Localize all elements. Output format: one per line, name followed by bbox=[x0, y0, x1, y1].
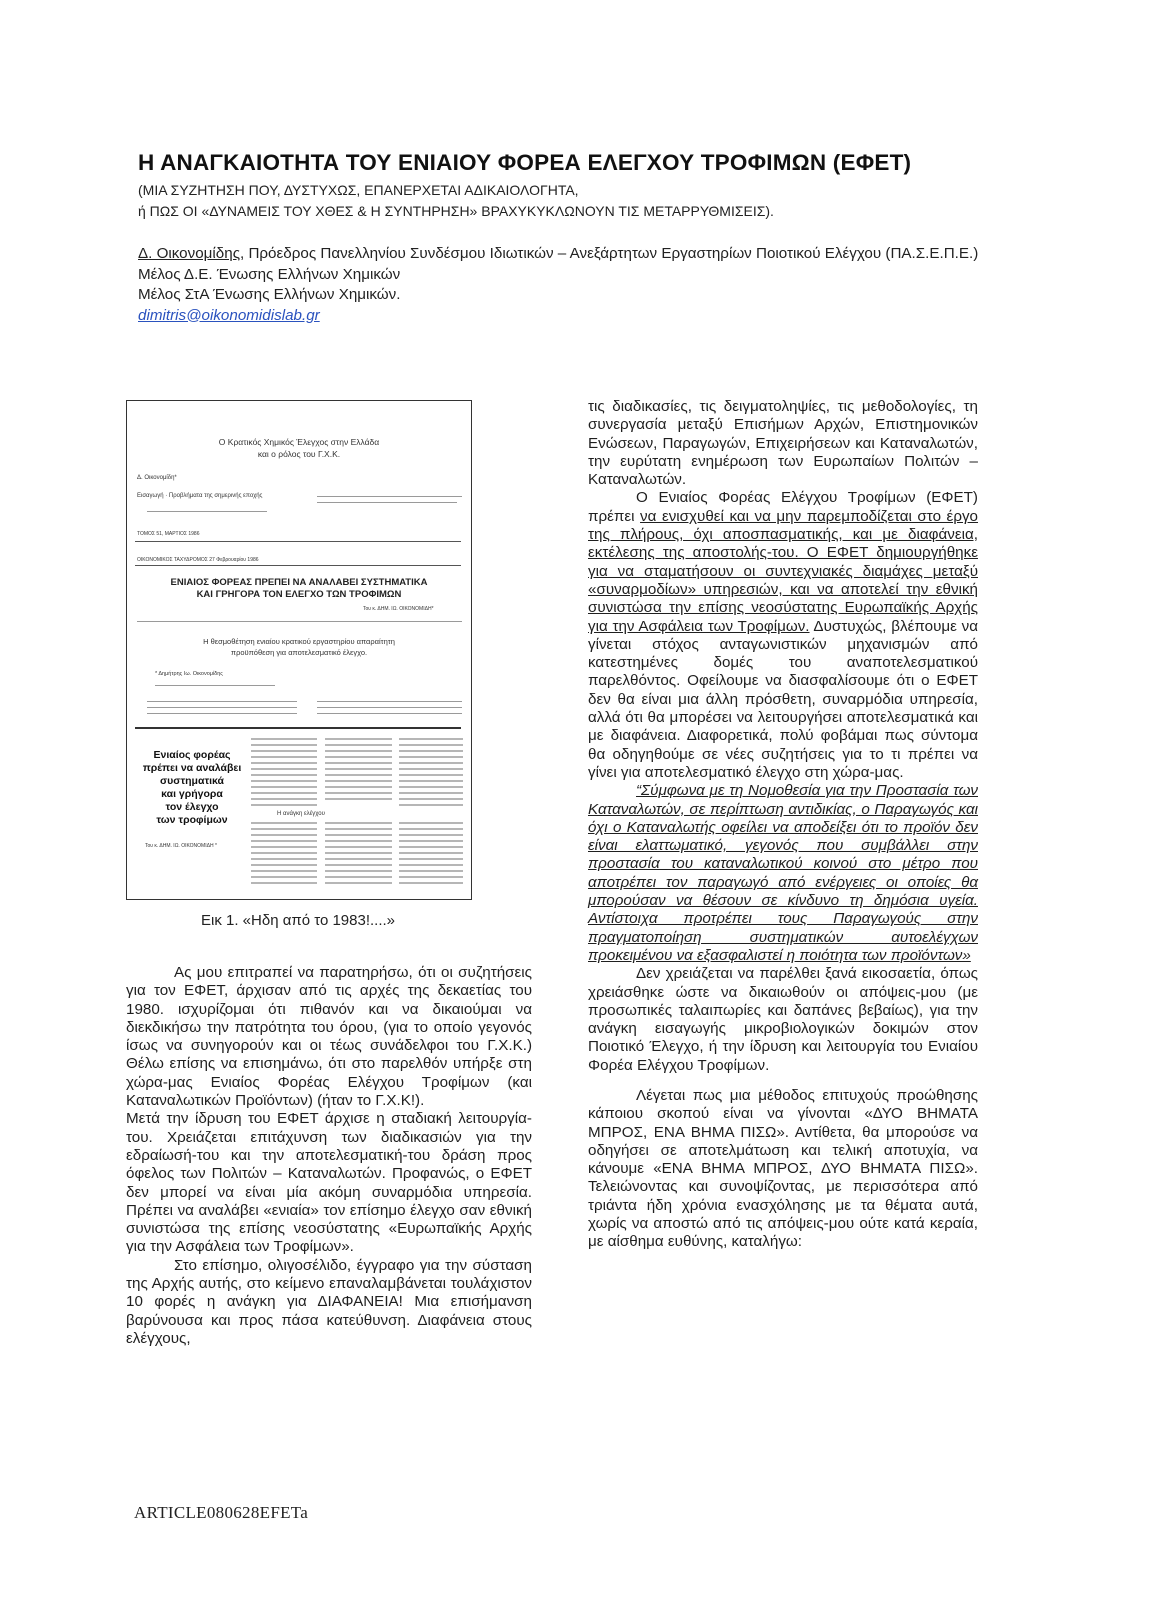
fig-intro: Εισαγωγή · Προβλήματα της σημερινής εποχής bbox=[137, 493, 263, 499]
fig-box-line-1: Ενιαίος φορέας bbox=[153, 749, 231, 761]
right-paragraph-2-lead: Ο Ενιαίος Φορέας Ελέγχου Τροφίμων (ΕΦΕΤ) πρέπει bbox=[588, 489, 978, 525]
author-name: Δ. Οικονομίδης bbox=[138, 245, 241, 262]
right-paragraph-5: Λέγεται πως μια μέθοδος επιτυχούς προώθησης κάποιου σκοπού είναι να γίνονται «ΔΥΟ ΒΗΜΑΤΑ ΜΠΡΟΣ, ΕΝΑ ΒΗΜΑ ΠΙΣΩ». Αντίθετα, θα μπορούσε να οδηγήσει σε αποτελμάτωση και τελική αποτυχία, να κάνουμε «ΕΝΑ ΒΗΜΑ ΜΠΡΟΣ, ΔΥΟ ΒΗΜΑΤΑ ΠΙΣΩ». Τελειώνοντας και συνοψίζοντας, με περισσότερα από τριάντα ήδη χρόνια ενασχόλησης με τα θέματα αυτά, χωρίς να αποστώ από τις απόψεις-μου ούτε κατά κεραία, με αίσθημα ευθύνης, καταλήγω: bbox=[588, 1086, 978, 1251]
fig-rule bbox=[135, 727, 461, 729]
article-subtitle bbox=[138, 180, 1038, 222]
figure-press-clipping bbox=[126, 400, 472, 900]
fig-text-line bbox=[317, 713, 462, 714]
subtitle-line-2: ή ΠΩΣ ΟΙ «ΔΥΝΑΜΕΙΣ ΤΟΥ ΧΘΕΣ & Η ΣΥΝΤΗΡΗΣΗ» ΒΡΑΧΥΚΥΚΛΩΝΟΥΝ ΤΙΣ ΜΕΤΑΡΡΥΘΜΙΣΕΙΣ). bbox=[138, 203, 774, 219]
fig-byline: Δ. Οικονομίδη* bbox=[137, 475, 177, 481]
left-paragraph-1: Ας μου επιτραπεί να παρατηρήσω, ότι οι συζητήσεις για τον ΕΦΕΤ, άρχισαν από τις αρχές της δεκαετίας του 1980. ισχυρίζομαι ότι πιθανόν και να δικαιούμαι να διεκδικήσω την πατρότητα του όρου, (για το οποίο γεγονός ίσως να συνηγορούν και οι τέως συνάδελφοι του Γ.Χ.Κ.) Θέλω επίσης να επισημάνω, ότι στο παρελθόν υπήρξε στη χώρα-μας Ενιαίος Φορέας Ελέγχου Τροφίμων (και Καταναλωτικών Προϊόντων) (ήταν το Γ.Χ.Κ!). bbox=[126, 964, 532, 1110]
fig-text-line bbox=[147, 511, 267, 512]
fig-head-1: Ο Κρατικός Χημικός Έλεγχος στην Ελλάδα bbox=[218, 437, 380, 447]
author-line-2: Μέλος Δ.Ε. Ένωσης Ελλήνων Χημικών bbox=[138, 265, 401, 283]
author-role: , Πρόεδρος Πανελληνίου Συνδέσμου Ιδιωτικών – Ανεξάρτητων Εργαστηρίων Ποιοτικού Ελέγχου (ΠΑ.Σ.Ε.Π.Ε.) bbox=[240, 245, 979, 262]
fig-rule bbox=[135, 565, 461, 566]
fig-box-line-2: πρέπει να αναλάβει bbox=[142, 762, 242, 774]
fig-sig: * Δημήτρης Ιω. Οικονομίδης bbox=[155, 671, 223, 677]
author-line-3: Μέλος ΣτΑ Ένωσης Ελλήνων Χημικών. bbox=[138, 286, 401, 303]
author-line-1 bbox=[138, 244, 1018, 265]
fig-text-line bbox=[317, 502, 457, 503]
subtitle-line-1: (ΜΙΑ ΣΥΖΗΤΗΣΗ ΠΟΥ, ΔΥΣΤΥΧΩΣ, ΕΠΑΝΕΡΧΕΤΑΙ ΑΔΙΚΑΙΟΛΟΓΗΤΑ, bbox=[138, 182, 579, 198]
fig-issue: ΤΟΜΟΣ 51, ΜΑΡΤΙΟΣ 1986 bbox=[137, 531, 200, 537]
fig-text-line bbox=[147, 713, 297, 714]
fig-text-line bbox=[137, 621, 462, 622]
right-column bbox=[588, 398, 978, 1252]
fig-text-line bbox=[155, 685, 275, 686]
fig-head-2: και ο ρόλος του Γ.Χ.Κ. bbox=[257, 449, 341, 459]
right-paragraph-3-quote: “Σύμφωνα με τη Νομοθεσία για την Προστασία των Καταναλωτών, σε περίπτωση αντιδικίας, ο Παραγωγός και όχι ο Καταναλωτής οφείλει να αποδείξει ότι το προϊόν δεν είναι ελαττωματικό, γεγονός που συμβάλλει στην προστασία του καταναλωτικού κοινού στο μέτρο που αποτρέπει τον παραγωγό από ενέργειες οι οποίες θα μπορούσαν να θέσουν σε κίνδυνο τη δημόσια υγεία. Αντίστοιχα προτρέπει τους Παραγωγούς στην πραγματοποίηση συστηματικών αυτοελέγχων προκειμένου να εξασφαλιστεί η ποιότητα των προϊόντων» bbox=[588, 782, 978, 964]
fig-paper: ΟΙΚΟΝΟΜΙΚΟΣ ΤΑΧΥΔΡΟΜΟΣ 27 Φεβρουαρίου 1986 bbox=[137, 557, 259, 563]
fig-box-line-5: τον έλεγχο bbox=[165, 801, 219, 813]
right-paragraph-2-underlined: να ενισχυθεί και να μην παρεμποδίζεται στο έργο της πλήρους, όχι αποσπασματικής, και με διαφάνεια, εκτέλεσης της αποστολής-του. Ο ΕΦΕΤ δημιουργήθηκε για να σταματήσουν οι συντεχνιακές διαμάχες μεταξύ «συναρμοδίων» υπηρεσιών, και να αποτελεί την εθνική συνιστώσα την επίσης νεοσύστατης Ευρωπαϊκής Αρχής για την Ασφάλεια των Τροφίμων. bbox=[588, 507, 979, 635]
fig-lead-1: Η θεσμοθέτηση ενιαίου κρατικού εργαστηρίου απαραίτητη bbox=[203, 637, 395, 646]
fig-text-line bbox=[147, 701, 297, 702]
left-column bbox=[126, 964, 532, 1348]
right-paragraph-4: Δεν χρειάζεται να παρέλθει ξανά εικοσαετία, όπως χρειάσθηκε ώστε να δικαιωθούν οι απόψεις-μου (με προσωπικές ταλαιπωρίες και δαπάνες βεβαίως), για την ανάγκη εισαγωγής μικροβιολογικών δοκιμών στον Ποιοτικό Έλεγχο, ή την ίδρυση και λειτουργία του Ενιαίου Φορέα Ελέγχου Τροφίμων. bbox=[588, 965, 978, 1074]
fig-rule bbox=[135, 541, 461, 542]
fig-box-title bbox=[137, 749, 247, 827]
fig-sub-head: Η ανάγκη ελέγχου bbox=[277, 811, 325, 817]
author-email-link[interactable]: dimitris@oikonomidislab.gr bbox=[138, 306, 320, 324]
article-title: Η ΑΝΑΓΚΑΙΟΤΗΤΑ ΤΟΥ ΕΝΙΑΙΟΥ ΦΟΡΕΑ ΕΛΕΓΧΟΥ ΤΡΟΦΙΜΩΝ (ΕΦΕΤ) bbox=[138, 150, 912, 175]
right-paragraph-2 bbox=[588, 489, 978, 782]
document-code: ARTICLE080628EFETa bbox=[134, 1503, 309, 1522]
fig-article-author: Του κ. ΔΗΜ. ΙΩ. ΟΙΚΟΝΟΜΙΔΗ* bbox=[363, 606, 434, 612]
right-paragraph-1: τις διαδικασίες, τις δειγματοληψίες, τις μεθοδολογίες, τη συνεργασία μεταξύ Επισήμων Αρχών, Επιστημονικών Ενώσεων, Παραγωγών, Επιχειρήσεων και Καταναλωτών, την ευρύτατη ενημέρωση των Ευρωπαίων Πολιτών – Καταναλωτών. bbox=[588, 398, 978, 489]
fig-article-head-2: ΚΑΙ ΓΡΗΓΟΡΑ ΤΟΝ ΕΛΕΓΧΟ ΤΩΝ ΤΡΟΦΙΜΩΝ bbox=[196, 589, 402, 600]
fig-box-line-3: συστηματικά bbox=[159, 775, 225, 787]
fig-box-author: Του κ. ΔΗΜ. ΙΩ. ΟΙΚΟΝΟΜΙΔΗ * bbox=[145, 843, 217, 849]
right-paragraph-2-rest: Δυστυχώς, βλέπουμε να γίνεται στόχος ανταγωνιστικών μηχανισμών από κατεστημένες δομές του αναποτελεσματικού παρελθόντος. Οφείλουμε να διασφαλίσουμε ότι ο ΕΦΕΤ δεν θα είναι μια άλλη πρόσθετη, συναρμόδια υπηρεσία, αλλά ότι θα μπορέσει να λειτουργήσει αποτελεσματικά και με διαφάνεια. Διαφορετικά, πολύ φοβάμαι πως σύντομα θα οδηγηθούμε σε νέες συζητήσεις για το τι πρέπει να γίνει για αποτελεσματικό έλεγχο στη χώρα-μας. bbox=[588, 617, 979, 781]
fig-text-line bbox=[147, 707, 297, 708]
fig-text-line bbox=[317, 496, 462, 497]
fig-box-line-6: των τροφίμων bbox=[156, 814, 228, 826]
fig-article-head-1: ΕΝΙΑΙΟΣ ΦΟΡΕΑΣ ΠΡΕΠΕΙ ΝΑ ΑΝΑΛΑΒΕΙ ΣΥΣΤΗΜΑΤΙΚΑ bbox=[170, 577, 428, 588]
fig-text-line bbox=[317, 707, 462, 708]
fig-box-line-4: και γρήγορα bbox=[161, 788, 223, 800]
author-block bbox=[138, 244, 1018, 326]
fig-text-line bbox=[317, 701, 462, 702]
figure-caption: Εικ 1. «Ηδη από το 1983!....» bbox=[200, 912, 396, 929]
fig-lead-2: προϋπόθεση για αποτελεσματικό έλεγχο. bbox=[230, 648, 368, 657]
left-paragraph-2: Μετά την ίδρυση του ΕΦΕΤ άρχισε η σταδιακή λειτουργία-του. Χρειάζεται επιτάχυνση των διαδικασιών για την εδραίωσή-του και την αποτελεσματική-του δράση προς όφελος των Πολιτών – Καταναλωτών. Προφανώς, ο ΕΦΕΤ δεν μπορεί να είναι μία ακόμη συναρμόδια υπηρεσία. Πρέπει να αναλάβει «ενιαία» τον επίσημο έλεγχο σαν εθνική συνιστώσα της επίσης νεοσύστατης «Ευρωπαϊκής Αρχής για την Ασφάλεια των Τροφίμων». bbox=[126, 1110, 532, 1256]
fig-columns-texture bbox=[247, 733, 467, 893]
left-paragraph-3: Στο επίσημο, ολιγοσέλιδο, έγγραφο για την σύσταση της Αρχής αυτής, στο κείμενο επαναλαμβάνεται τουλάχιστον 10 φορές η ανάγκη για ΔΙΑΦΑΝΕΙΑ! Μια επισήμανση βαρύνουσα και προς πάσα κατεύθυνση. Διαφάνεια στους ελέγχους, bbox=[126, 1256, 532, 1347]
